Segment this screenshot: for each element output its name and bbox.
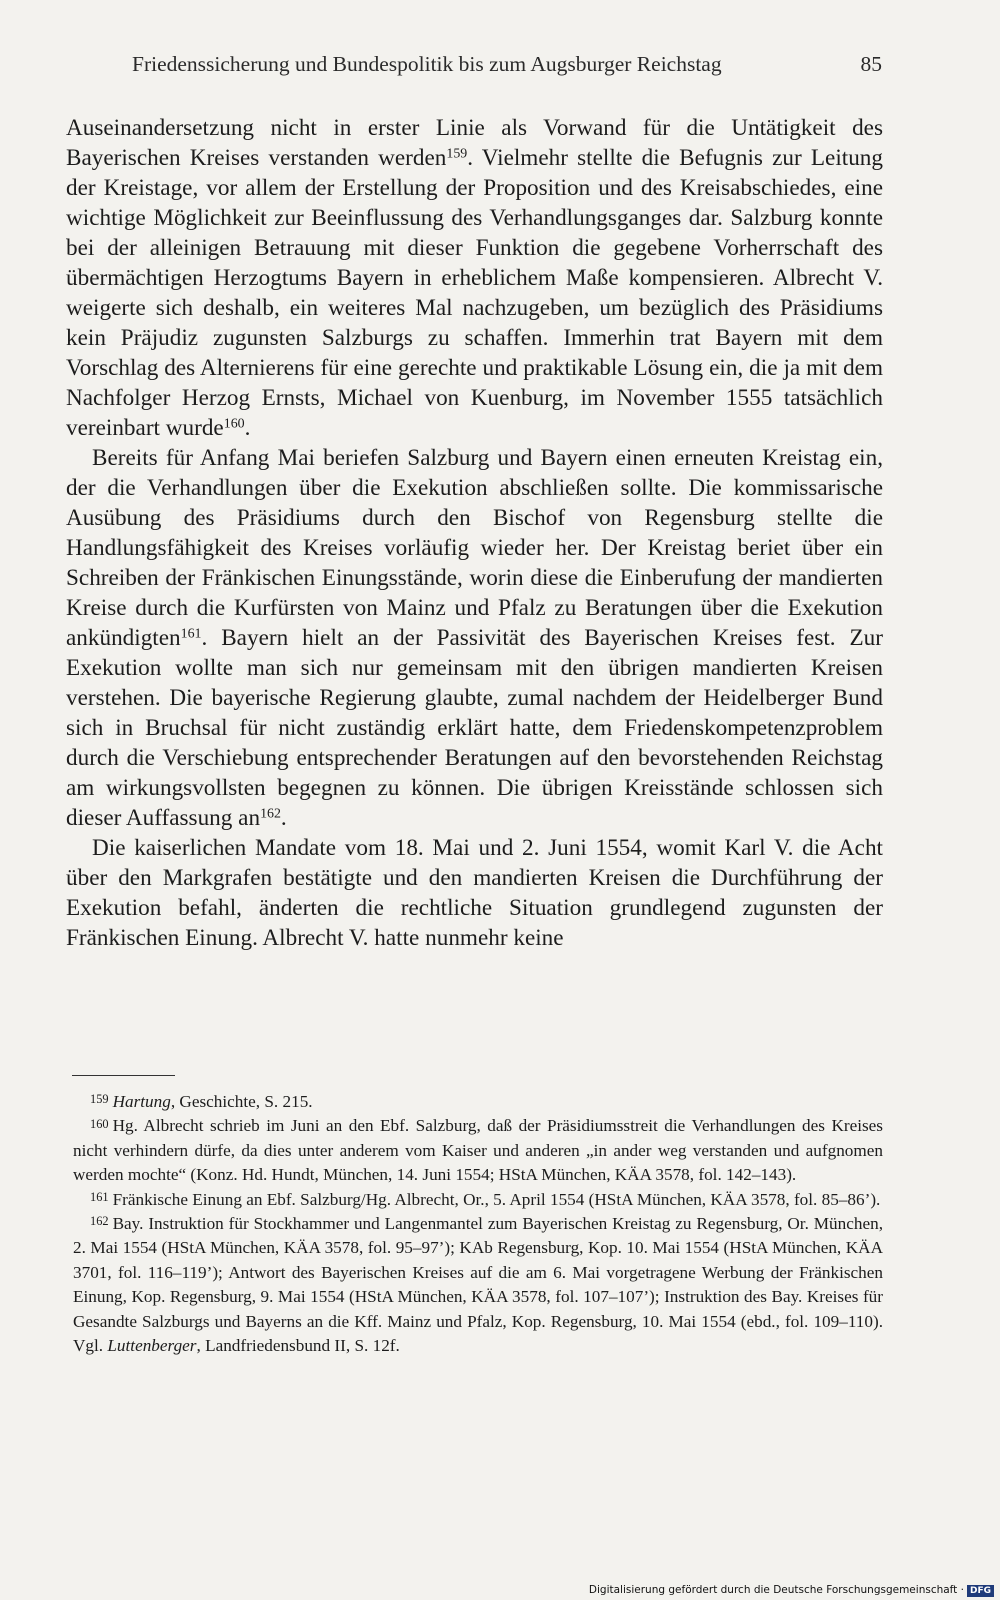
footnote-number: 162	[90, 1214, 109, 1229]
dfg-logo-icon: DFG	[967, 1585, 994, 1597]
footnote-number: 161	[90, 1189, 109, 1204]
paragraph-1-text-c: .	[244, 415, 251, 441]
footnote-ref-159: 159	[446, 146, 468, 162]
footnotes	[73, 1090, 883, 1358]
footnote-161	[73, 1188, 883, 1212]
credit-text: Digitalisierung gefördert durch die Deutsche Forschungsgemeinschaft ·	[588, 1584, 964, 1596]
footnote-text-after: , Landfriedensbund II, S. 12f.	[196, 1336, 400, 1356]
paragraph-1-text-a: Auseinandersetzung nicht in erster Linie als Vorwand für die Untätigkeit des Bayerischen Kreises verstanden werden	[66, 115, 883, 171]
footnote-ref-160: 160	[223, 416, 245, 432]
footnote-162	[73, 1212, 883, 1358]
footnote-number: 160	[90, 1116, 109, 1131]
footnote-159	[73, 1090, 883, 1114]
paragraph-2-text-c: .	[280, 805, 287, 831]
running-head-title: Friedenssicherung und Bundespolitik bis zum Augsburger Reichstag	[132, 52, 722, 76]
footnote-author: Luttenberger	[107, 1336, 197, 1356]
footnote-separator	[72, 1075, 175, 1076]
footnote-text: Bay. Instruktion für Stockhammer und Langenmantel zum Bayerischen Kreistag zu Regensburg, Or. München, 2. Mai 1554 (HStA München, KÄA 3578, fol. 95–97’); KAb Regensburg, Kop. 10. Mai 1554 (HStA München, KÄA 3701, fol. 116–119’); Antwort des Bayerischen Kreises auf die am 6. Mai vorgetragene Werbung der Fränkischen Einung, Kop. Regensburg, 9. Mai 1554 (HStA München, KÄA 3578, fol. 107–107’); Instruktion des Bay. Kreises für Gesandte Salzburgs und Bayerns an die Kff. Mainz und Pfalz, Kop. Regensburg, 10. Mai 1554 (ebd., fol. 109–110). Vgl.	[73, 1214, 883, 1356]
page-number: 85	[860, 52, 882, 76]
footnote-text: , Geschichte, S. 215.	[170, 1092, 313, 1111]
footnote-text: Fränkische Einung an Ebf. Salzburg/Hg. Albrecht, Or., 5. April 1554 (HStA München, KÄA 3578, fol. 85–86’).	[112, 1189, 881, 1209]
footnote-160	[73, 1114, 883, 1187]
paragraph-2	[66, 443, 883, 833]
paragraph-1-text-b: . Vielmehr stellte die Befugnis zur Leitung der Kreistage, vor allem der Erstellung der Proposition und des Kreisabschiedes, eine wichtige Möglichkeit zur Beeinflussung des Verhandlungsganges dar. Salzburg konnte bei der alleinigen Betrauung mit dieser Funktion die gegebene Vorherrschaft des übermächtigen Herzogtums Bayern in erheblichem Maße kompensieren. Albrecht V. weigerte sich deshalb, ein weiteres Mal nachzugeben, um bezüglich des Präsidiums kein Präjudiz zugunsten Salzburgs zu schaffen. Immerhin trat Bayern mit dem Vorschlag des Alternierens für eine gerechte und praktikable Lösung ein, die ja mit dem Nachfolger Herzog Ernsts, Michael von Kuenburg, im November 1555 tatsächlich vereinbart wurde	[66, 145, 883, 441]
footnote-ref-162: 162	[260, 806, 281, 822]
footnote-text: Hg. Albrecht schrieb im Juni an den Ebf. Salzburg, daß der Präsidiumsstreit die Verhandlungen des Kreises nicht verhindern dürfe, da dies unter anderem vom Kaiser und anderen „in ander weg verstanden und aufgnomen werden mochte“ (Konz. Hd. Hundt, München, 14. Juni 1554; HStA München, KÄA 3578, fol. 142–143).	[73, 1116, 883, 1185]
main-text	[66, 113, 883, 953]
digitization-credit	[589, 1584, 994, 1597]
footnote-author: Hartung	[112, 1092, 171, 1111]
paragraph-3: Die kaiserlichen Mandate vom 18. Mai und 2. Juni 1554, womit Karl V. die Acht über den Markgrafen bestätigte und den mandierten Kreisen die Durchführung der Exekution befahl, änderten die rechtliche Situation grundlegend zugunsten der Fränkischen Einung. Albrecht V. hatte nunmehr keine	[66, 835, 883, 951]
footnote-ref-161: 161	[180, 626, 202, 642]
paragraph-1	[66, 113, 883, 443]
footnote-number: 159	[90, 1092, 109, 1107]
paragraph-2-text-a: Bereits für Anfang Mai beriefen Salzburg und Bayern einen erneuten Kreistag ein, der die Verhandlungen über die Exekution abschließen sollte. Die kommissarische Ausübung des Präsidiums durch den Bischof von Regensburg stellte die Handlungsfähigkeit des Kreises vorläufig wieder her. Der Kreistag beriet über ein Schreiben der Fränkischen Einungsstände, worin diese die Einberufung der mandierten Kreise durch die Kurfürsten von Mainz und Pfalz zu Beratungen über die Exekution ankündigten	[66, 445, 883, 651]
paragraph-2-text-b: . Bayern hielt an der Passivität des Bayerischen Kreises fest. Zur Exekution wollte man sich nur gemeinsam mit den übrigen mandierten Kreisen verstehen. Die bayerische Regierung glaubte, zumal nachdem der Heidelberger Bund sich in Bruchsal für nicht zuständig erklärt hatte, dem Friedenskompetenzproblem durch die Verschiebung entsprechender Beratungen auf den bevorstehenden Reichstag am wirkungsvollsten begegnen zu können. Die übrigen Kreisstände schlossen sich dieser Auffassung an	[66, 625, 883, 831]
